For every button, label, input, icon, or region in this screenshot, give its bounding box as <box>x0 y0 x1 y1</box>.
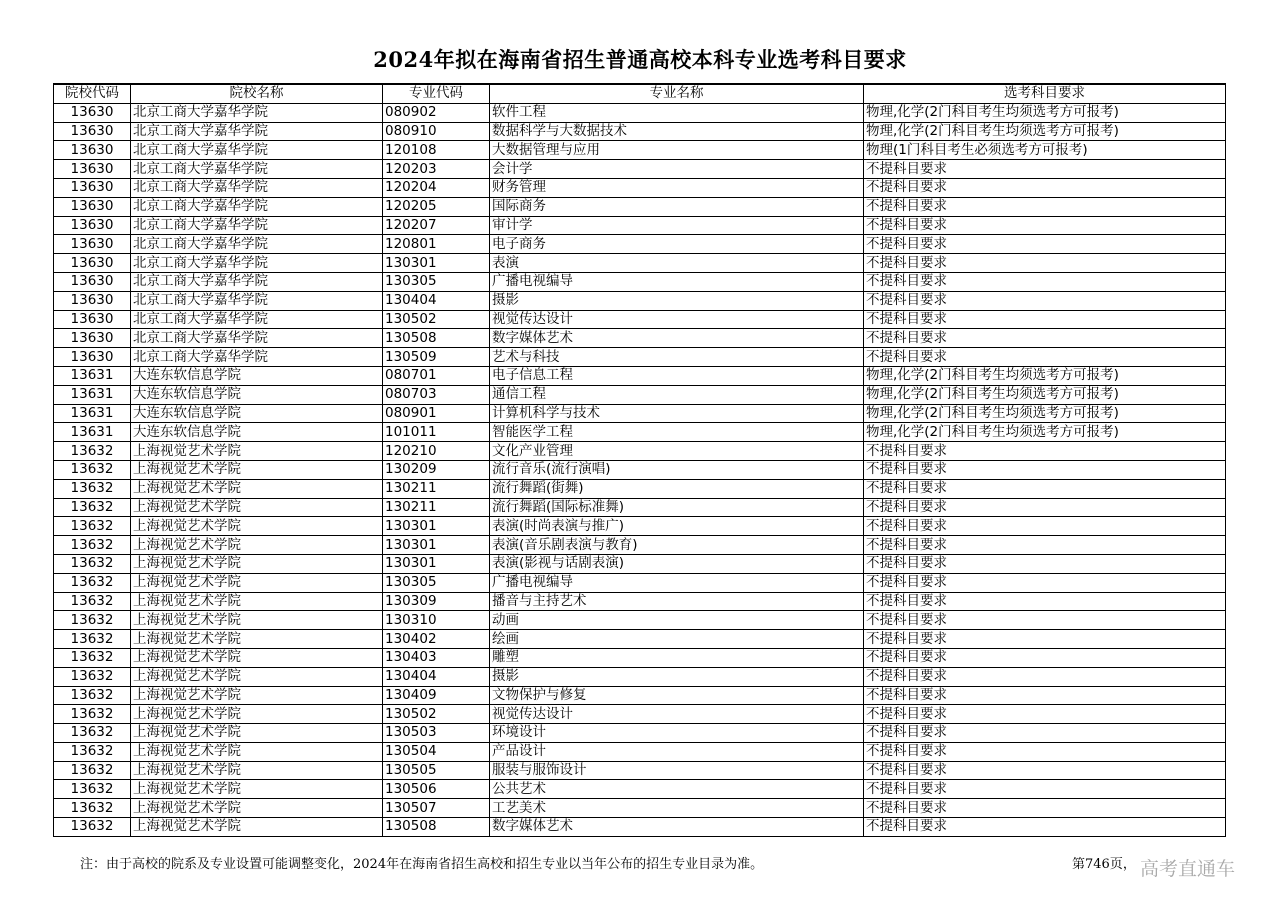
school-code-cell: 13632 <box>54 780 131 799</box>
table-row <box>54 761 1226 780</box>
major-name-cell: 数字媒体艺术 <box>490 329 864 348</box>
footnote: 注：由于高校的院系及专业设置可能调整变化，2024年在海南省招生高校和招生专业以当年公布的招生专业目录为准。 <box>80 857 764 872</box>
subject-requirement-cell: 物理,化学(2门科目考生均须选考方可报考) <box>864 122 1226 141</box>
subject-requirement-cell: 不提科目要求 <box>864 780 1226 799</box>
page-number: 第746页， <box>1072 857 1136 872</box>
major-name-cell: 摄影 <box>490 291 864 310</box>
school-name-cell: 北京工商大学嘉华学院 <box>131 103 383 122</box>
school-name-cell: 北京工商大学嘉华学院 <box>131 291 383 310</box>
school-name-cell: 上海视觉艺术学院 <box>131 630 383 649</box>
school-name-cell: 北京工商大学嘉华学院 <box>131 160 383 179</box>
major-name-cell: 环境设计 <box>490 724 864 743</box>
table-row <box>54 517 1226 536</box>
school-code-cell: 13630 <box>54 310 131 329</box>
major-name-cell: 广播电视编导 <box>490 272 864 291</box>
major-code-cell: 101011 <box>383 423 490 442</box>
table-row <box>54 329 1226 348</box>
major-name-cell: 软件工程 <box>490 103 864 122</box>
school-name-cell: 上海视觉艺术学院 <box>131 460 383 479</box>
major-name-cell: 视觉传达设计 <box>490 705 864 724</box>
school-code-cell: 13630 <box>54 291 131 310</box>
table-row <box>54 611 1226 630</box>
column-header-school-name: 院校名称 <box>131 84 383 103</box>
subject-requirement-cell: 不提科目要求 <box>864 498 1226 517</box>
school-name-cell: 北京工商大学嘉华学院 <box>131 272 383 291</box>
table-row <box>54 573 1226 592</box>
subject-requirement-cell: 不提科目要求 <box>864 818 1226 837</box>
school-code-cell: 13630 <box>54 272 131 291</box>
school-name-cell: 上海视觉艺术学院 <box>131 780 383 799</box>
major-code-cell: 130503 <box>383 724 490 743</box>
school-code-cell: 13630 <box>54 216 131 235</box>
school-name-cell: 上海视觉艺术学院 <box>131 648 383 667</box>
requirements-table-container <box>53 83 1226 837</box>
major-code-cell: 080901 <box>383 404 490 423</box>
table-row <box>54 291 1226 310</box>
subject-requirement-cell: 不提科目要求 <box>864 272 1226 291</box>
table-row <box>54 348 1226 367</box>
school-name-cell: 上海视觉艺术学院 <box>131 799 383 818</box>
school-code-cell: 13630 <box>54 254 131 273</box>
school-name-cell: 北京工商大学嘉华学院 <box>131 216 383 235</box>
school-code-cell: 13630 <box>54 141 131 160</box>
major-code-cell: 130502 <box>383 310 490 329</box>
major-code-cell: 130310 <box>383 611 490 630</box>
table-row <box>54 554 1226 573</box>
school-code-cell: 13631 <box>54 404 131 423</box>
school-name-cell: 上海视觉艺术学院 <box>131 498 383 517</box>
school-code-cell: 13630 <box>54 197 131 216</box>
school-code-cell: 13630 <box>54 160 131 179</box>
school-name-cell: 北京工商大学嘉华学院 <box>131 254 383 273</box>
school-code-cell: 13632 <box>54 611 131 630</box>
school-name-cell: 上海视觉艺术学院 <box>131 554 383 573</box>
table-row <box>54 216 1226 235</box>
school-name-cell: 大连东软信息学院 <box>131 366 383 385</box>
school-code-cell: 13631 <box>54 423 131 442</box>
subject-requirement-cell: 物理,化学(2门科目考生均须选考方可报考) <box>864 385 1226 404</box>
school-code-cell: 13632 <box>54 630 131 649</box>
requirements-table <box>53 83 1226 837</box>
major-name-cell: 表演(音乐剧表演与教育) <box>490 536 864 555</box>
major-name-cell: 数据科学与大数据技术 <box>490 122 864 141</box>
school-name-cell: 北京工商大学嘉华学院 <box>131 310 383 329</box>
major-name-cell: 动画 <box>490 611 864 630</box>
table-row <box>54 536 1226 555</box>
major-name-cell: 绘画 <box>490 630 864 649</box>
subject-requirement-cell: 不提科目要求 <box>864 216 1226 235</box>
major-name-cell: 国际商务 <box>490 197 864 216</box>
school-name-cell: 北京工商大学嘉华学院 <box>131 141 383 160</box>
subject-requirement-cell: 不提科目要求 <box>864 517 1226 536</box>
subject-requirement-cell: 不提科目要求 <box>864 705 1226 724</box>
school-code-cell: 13632 <box>54 742 131 761</box>
table-row <box>54 423 1226 442</box>
subject-requirement-cell: 不提科目要求 <box>864 310 1226 329</box>
table-row <box>54 780 1226 799</box>
school-code-cell: 13630 <box>54 178 131 197</box>
subject-requirement-cell: 物理,化学(2门科目考生均须选考方可报考) <box>864 423 1226 442</box>
table-row <box>54 272 1226 291</box>
major-code-cell: 130505 <box>383 761 490 780</box>
table-row <box>54 667 1226 686</box>
school-name-cell: 北京工商大学嘉华学院 <box>131 197 383 216</box>
major-code-cell: 120204 <box>383 178 490 197</box>
watermark-text: 高考直通车 <box>1140 858 1236 880</box>
major-name-cell: 会计学 <box>490 160 864 179</box>
school-code-cell: 13632 <box>54 648 131 667</box>
subject-requirement-cell: 不提科目要求 <box>864 329 1226 348</box>
major-name-cell: 文化产业管理 <box>490 442 864 461</box>
major-name-cell: 电子信息工程 <box>490 366 864 385</box>
major-name-cell: 工艺美术 <box>490 799 864 818</box>
column-header-subject-requirement: 选考科目要求 <box>864 84 1226 103</box>
major-code-cell: 130404 <box>383 291 490 310</box>
column-header-major-name: 专业名称 <box>490 84 864 103</box>
subject-requirement-cell: 不提科目要求 <box>864 254 1226 273</box>
major-name-cell: 流行舞蹈(街舞) <box>490 479 864 498</box>
table-row <box>54 724 1226 743</box>
school-name-cell: 上海视觉艺术学院 <box>131 742 383 761</box>
major-name-cell: 电子商务 <box>490 235 864 254</box>
major-code-cell: 130507 <box>383 799 490 818</box>
major-name-cell: 播音与主持艺术 <box>490 592 864 611</box>
major-name-cell: 流行舞蹈(国际标准舞) <box>490 498 864 517</box>
major-code-cell: 130508 <box>383 818 490 837</box>
table-row <box>54 141 1226 160</box>
table-row <box>54 460 1226 479</box>
subject-requirement-cell: 不提科目要求 <box>864 197 1226 216</box>
subject-requirement-cell: 不提科目要求 <box>864 573 1226 592</box>
subject-requirement-cell: 不提科目要求 <box>864 536 1226 555</box>
school-name-cell: 大连东软信息学院 <box>131 404 383 423</box>
subject-requirement-cell: 不提科目要求 <box>864 460 1226 479</box>
table-row <box>54 404 1226 423</box>
school-code-cell: 13631 <box>54 366 131 385</box>
major-name-cell: 服装与服饰设计 <box>490 761 864 780</box>
school-code-cell: 13632 <box>54 442 131 461</box>
school-code-cell: 13630 <box>54 103 131 122</box>
subject-requirement-cell: 不提科目要求 <box>864 611 1226 630</box>
school-name-cell: 上海视觉艺术学院 <box>131 724 383 743</box>
school-name-cell: 北京工商大学嘉华学院 <box>131 178 383 197</box>
school-name-cell: 大连东软信息学院 <box>131 385 383 404</box>
major-name-cell: 雕塑 <box>490 648 864 667</box>
table-row <box>54 235 1226 254</box>
major-name-cell: 广播电视编导 <box>490 573 864 592</box>
subject-requirement-cell: 物理,化学(2门科目考生均须选考方可报考) <box>864 103 1226 122</box>
subject-requirement-cell: 不提科目要求 <box>864 160 1226 179</box>
school-code-cell: 13631 <box>54 385 131 404</box>
table-row <box>54 630 1226 649</box>
school-code-cell: 13632 <box>54 554 131 573</box>
subject-requirement-cell: 不提科目要求 <box>864 761 1226 780</box>
major-name-cell: 艺术与科技 <box>490 348 864 367</box>
subject-requirement-cell: 不提科目要求 <box>864 724 1226 743</box>
major-name-cell: 视觉传达设计 <box>490 310 864 329</box>
table-row <box>54 178 1226 197</box>
school-code-cell: 13632 <box>54 479 131 498</box>
school-name-cell: 北京工商大学嘉华学院 <box>131 122 383 141</box>
major-code-cell: 120801 <box>383 235 490 254</box>
major-code-cell: 130509 <box>383 348 490 367</box>
major-name-cell: 表演(时尚表演与推广) <box>490 517 864 536</box>
table-row <box>54 103 1226 122</box>
major-code-cell: 130301 <box>383 554 490 573</box>
major-name-cell: 财务管理 <box>490 178 864 197</box>
major-code-cell: 130504 <box>383 742 490 761</box>
school-name-cell: 北京工商大学嘉华学院 <box>131 235 383 254</box>
school-code-cell: 13632 <box>54 536 131 555</box>
school-code-cell: 13630 <box>54 235 131 254</box>
subject-requirement-cell: 不提科目要求 <box>864 348 1226 367</box>
major-name-cell: 公共艺术 <box>490 780 864 799</box>
subject-requirement-cell: 不提科目要求 <box>864 686 1226 705</box>
school-code-cell: 13630 <box>54 348 131 367</box>
subject-requirement-cell: 不提科目要求 <box>864 291 1226 310</box>
major-code-cell: 120108 <box>383 141 490 160</box>
major-name-cell: 流行音乐(流行演唱) <box>490 460 864 479</box>
major-code-cell: 120203 <box>383 160 490 179</box>
subject-requirement-cell: 不提科目要求 <box>864 630 1226 649</box>
school-name-cell: 上海视觉艺术学院 <box>131 705 383 724</box>
school-name-cell: 上海视觉艺术学院 <box>131 536 383 555</box>
school-code-cell: 13632 <box>54 705 131 724</box>
school-name-cell: 大连东软信息学院 <box>131 423 383 442</box>
school-name-cell: 上海视觉艺术学院 <box>131 667 383 686</box>
major-code-cell: 130502 <box>383 705 490 724</box>
school-code-cell: 13632 <box>54 799 131 818</box>
major-name-cell: 通信工程 <box>490 385 864 404</box>
table-row <box>54 197 1226 216</box>
major-code-cell: 130305 <box>383 573 490 592</box>
table-header-row <box>54 84 1226 103</box>
column-header-major-code: 专业代码 <box>383 84 490 103</box>
major-code-cell: 130506 <box>383 780 490 799</box>
major-code-cell: 130301 <box>383 517 490 536</box>
school-name-cell: 上海视觉艺术学院 <box>131 818 383 837</box>
major-code-cell: 080701 <box>383 366 490 385</box>
subject-requirement-cell: 不提科目要求 <box>864 667 1226 686</box>
subject-requirement-cell: 不提科目要求 <box>864 592 1226 611</box>
school-name-cell: 上海视觉艺术学院 <box>131 442 383 461</box>
major-code-cell: 080902 <box>383 103 490 122</box>
major-code-cell: 130309 <box>383 592 490 611</box>
school-code-cell: 13632 <box>54 517 131 536</box>
subject-requirement-cell: 物理,化学(2门科目考生均须选考方可报考) <box>864 404 1226 423</box>
major-name-cell: 大数据管理与应用 <box>490 141 864 160</box>
table-row <box>54 592 1226 611</box>
major-name-cell: 表演(影视与话剧表演) <box>490 554 864 573</box>
school-name-cell: 上海视觉艺术学院 <box>131 479 383 498</box>
page-title: 2024年拟在海南省招生普通高校本科专业选考科目要求 <box>373 47 907 72</box>
major-code-cell: 130209 <box>383 460 490 479</box>
major-code-cell: 080703 <box>383 385 490 404</box>
table-row <box>54 479 1226 498</box>
major-name-cell: 智能医学工程 <box>490 423 864 442</box>
school-code-cell: 13632 <box>54 573 131 592</box>
school-name-cell: 上海视觉艺术学院 <box>131 592 383 611</box>
table-row <box>54 799 1226 818</box>
major-name-cell: 文物保护与修复 <box>490 686 864 705</box>
major-code-cell: 120207 <box>383 216 490 235</box>
subject-requirement-cell: 不提科目要求 <box>864 799 1226 818</box>
school-name-cell: 上海视觉艺术学院 <box>131 686 383 705</box>
school-code-cell: 13632 <box>54 686 131 705</box>
table-row <box>54 310 1226 329</box>
table-row <box>54 686 1226 705</box>
school-code-cell: 13632 <box>54 818 131 837</box>
major-code-cell: 130211 <box>383 498 490 517</box>
subject-requirement-cell: 不提科目要求 <box>864 742 1226 761</box>
school-code-cell: 13632 <box>54 460 131 479</box>
major-code-cell: 130403 <box>383 648 490 667</box>
school-name-cell: 北京工商大学嘉华学院 <box>131 348 383 367</box>
school-code-cell: 13632 <box>54 498 131 517</box>
table-row <box>54 366 1226 385</box>
table-row <box>54 385 1226 404</box>
school-code-cell: 13632 <box>54 761 131 780</box>
table-row <box>54 254 1226 273</box>
subject-requirement-cell: 物理,化学(2门科目考生均须选考方可报考) <box>864 366 1226 385</box>
subject-requirement-cell: 不提科目要求 <box>864 479 1226 498</box>
major-code-cell: 130301 <box>383 254 490 273</box>
major-code-cell: 080910 <box>383 122 490 141</box>
major-code-cell: 130404 <box>383 667 490 686</box>
subject-requirement-cell: 不提科目要求 <box>864 235 1226 254</box>
school-code-cell: 13632 <box>54 592 131 611</box>
major-name-cell: 表演 <box>490 254 864 273</box>
school-name-cell: 上海视觉艺术学院 <box>131 573 383 592</box>
major-name-cell: 产品设计 <box>490 742 864 761</box>
major-name-cell: 摄影 <box>490 667 864 686</box>
school-code-cell: 13632 <box>54 724 131 743</box>
table-row <box>54 498 1226 517</box>
school-name-cell: 上海视觉艺术学院 <box>131 517 383 536</box>
major-name-cell: 计算机科学与技术 <box>490 404 864 423</box>
major-code-cell: 130305 <box>383 272 490 291</box>
table-row <box>54 705 1226 724</box>
column-header-school-code: 院校代码 <box>54 84 131 103</box>
school-name-cell: 北京工商大学嘉华学院 <box>131 329 383 348</box>
major-code-cell: 130402 <box>383 630 490 649</box>
school-code-cell: 13630 <box>54 122 131 141</box>
subject-requirement-cell: 不提科目要求 <box>864 554 1226 573</box>
table-row <box>54 818 1226 837</box>
major-code-cell: 130409 <box>383 686 490 705</box>
school-name-cell: 上海视觉艺术学院 <box>131 611 383 630</box>
table-row <box>54 648 1226 667</box>
table-row <box>54 160 1226 179</box>
major-name-cell: 审计学 <box>490 216 864 235</box>
subject-requirement-cell: 不提科目要求 <box>864 178 1226 197</box>
table-row <box>54 742 1226 761</box>
school-code-cell: 13632 <box>54 667 131 686</box>
table-row <box>54 122 1226 141</box>
major-name-cell: 数字媒体艺术 <box>490 818 864 837</box>
school-name-cell: 上海视觉艺术学院 <box>131 761 383 780</box>
major-code-cell: 130301 <box>383 536 490 555</box>
subject-requirement-cell: 物理(1门科目考生必须选考方可报考) <box>864 141 1226 160</box>
subject-requirement-cell: 不提科目要求 <box>864 648 1226 667</box>
major-code-cell: 130211 <box>383 479 490 498</box>
table-body <box>54 103 1226 836</box>
school-code-cell: 13630 <box>54 329 131 348</box>
table-row <box>54 442 1226 461</box>
major-code-cell: 120205 <box>383 197 490 216</box>
major-code-cell: 120210 <box>383 442 490 461</box>
subject-requirement-cell: 不提科目要求 <box>864 442 1226 461</box>
major-code-cell: 130508 <box>383 329 490 348</box>
